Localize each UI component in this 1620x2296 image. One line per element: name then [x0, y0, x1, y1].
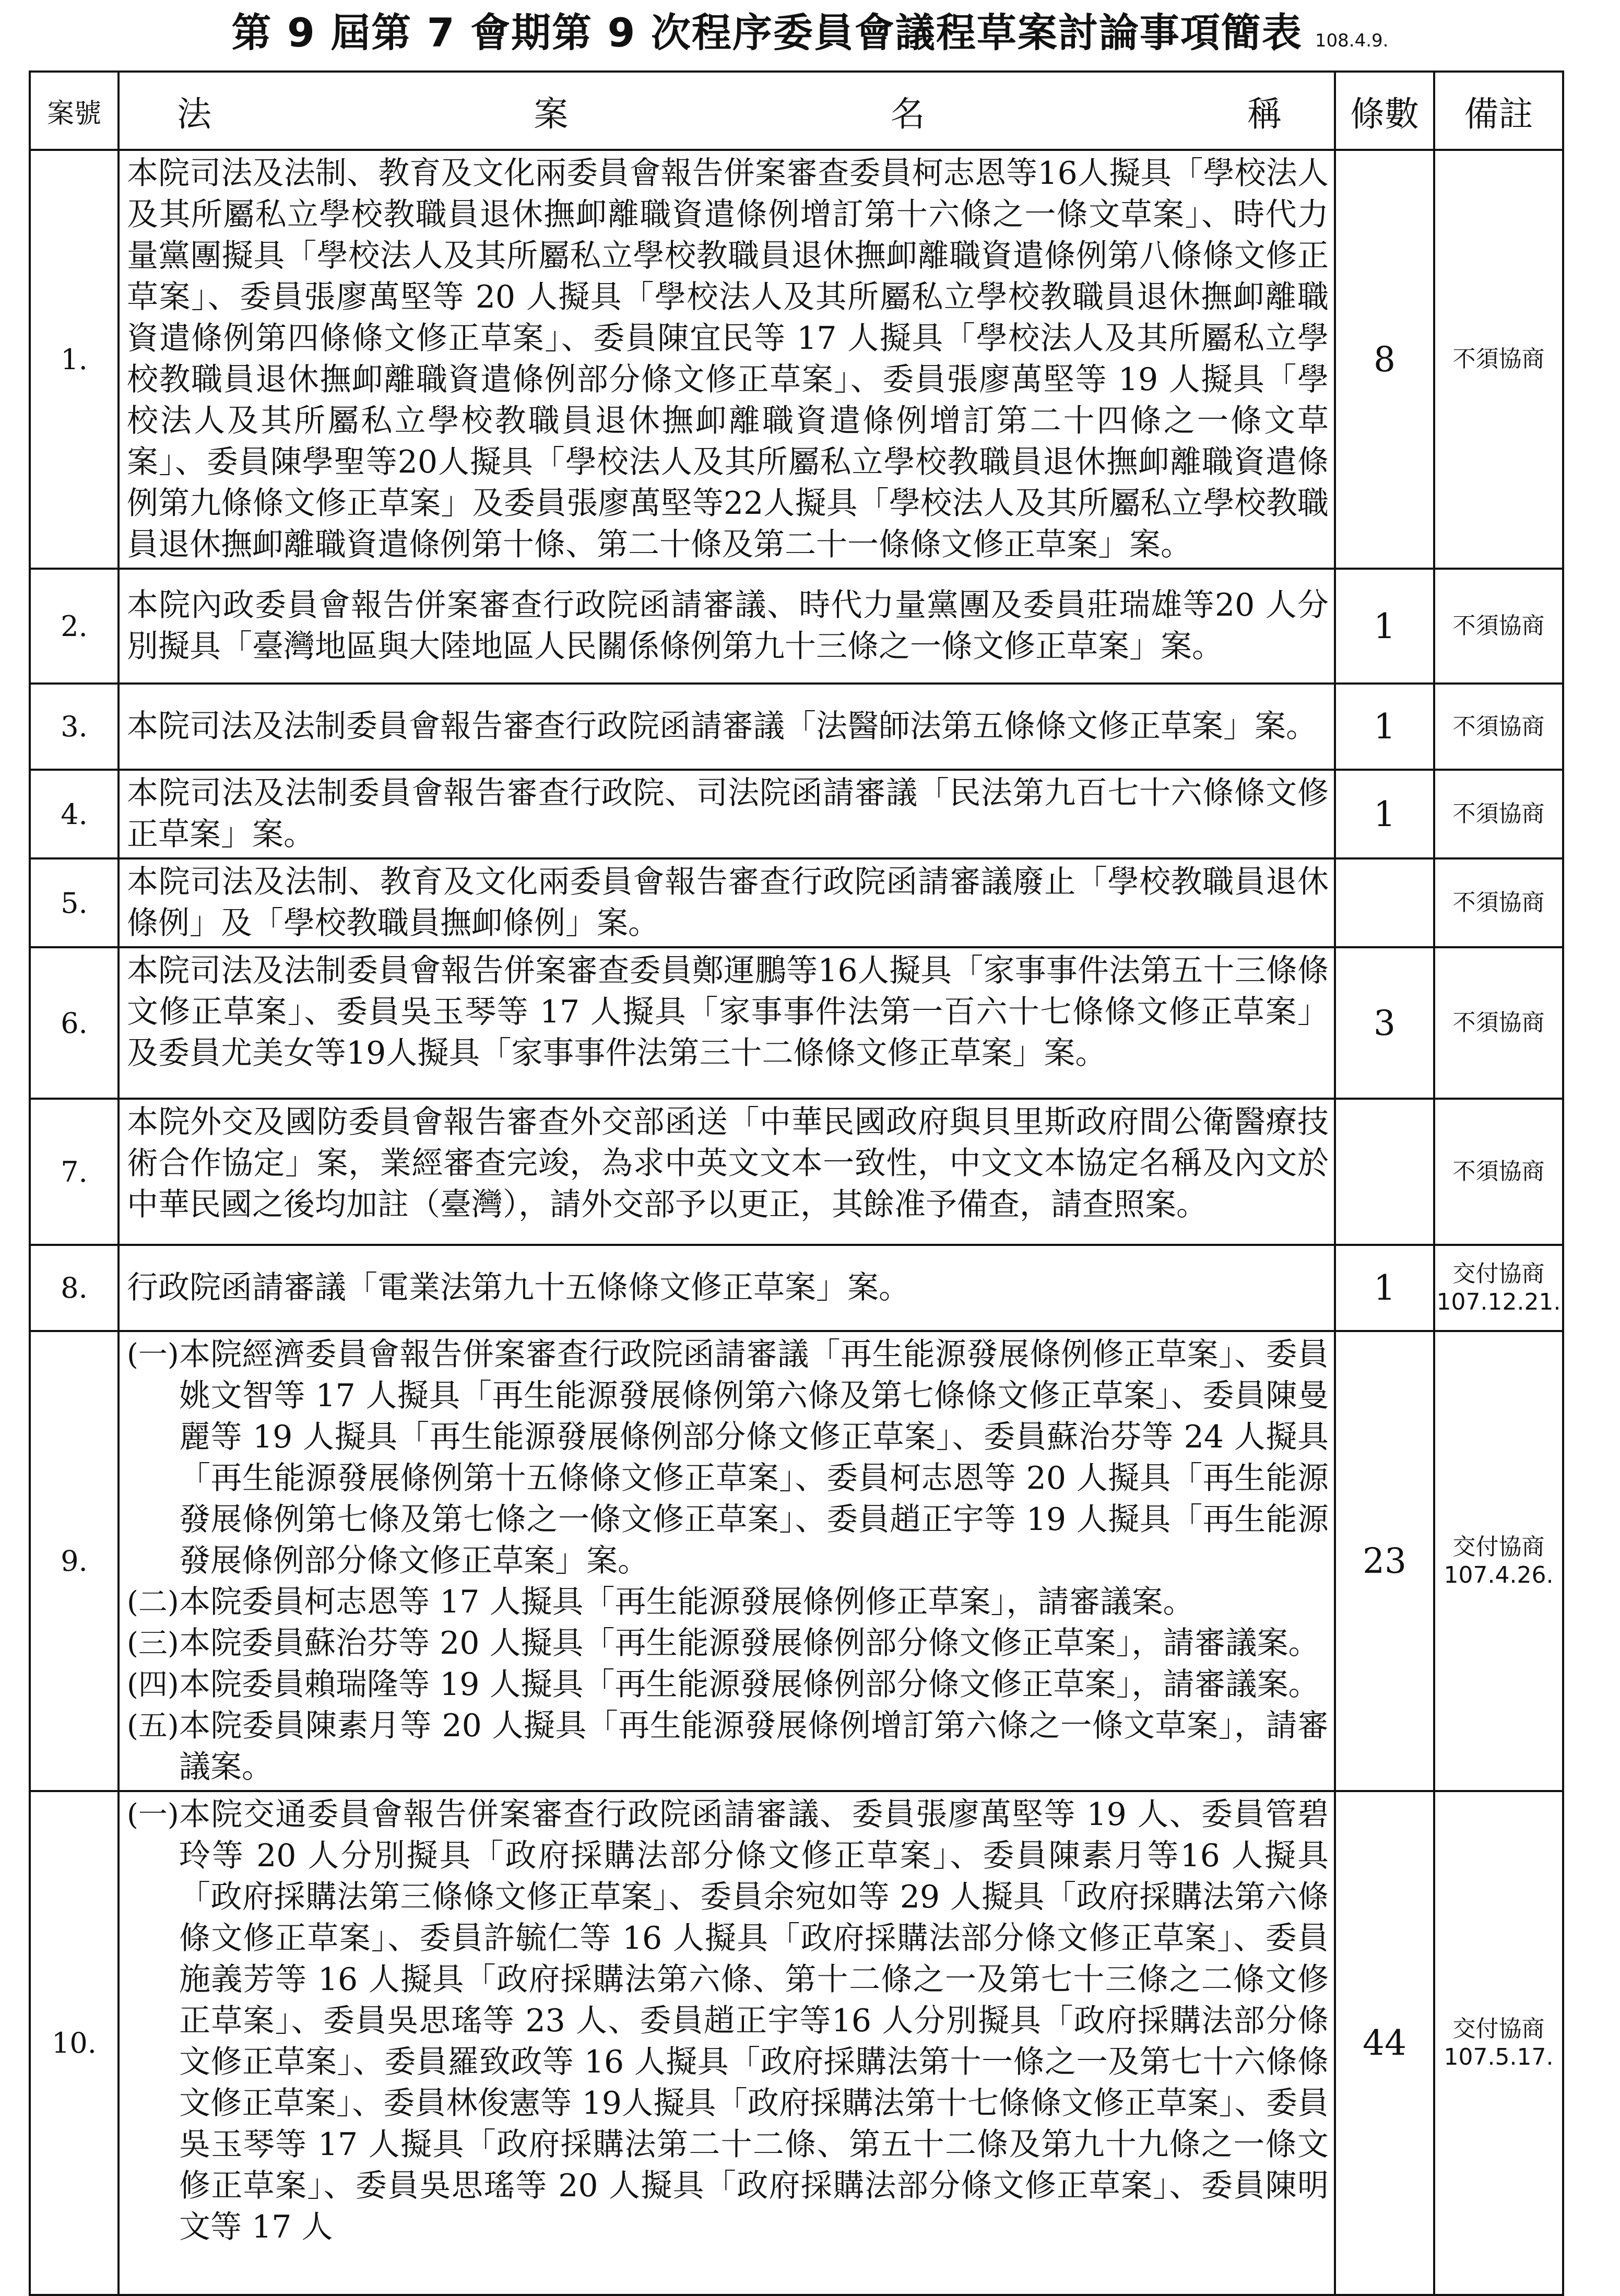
sub-item	[127, 1334, 1329, 1582]
header-bill-name-char: 法	[177, 93, 211, 134]
remarks-cell	[1434, 1331, 1563, 1791]
sub-item	[127, 1582, 1329, 1623]
negotiation-status: 不須協商	[1452, 889, 1545, 916]
negotiation-date: 107.4.26.	[1444, 1561, 1554, 1588]
sub-item-text: 本院委員賴瑞隆等 19 人擬具「再生能源發展條例部分條文修正草案」，請審議案。	[179, 1666, 1320, 1703]
table-row	[30, 150, 1563, 569]
sub-item-text: 本院委員柯志恩等 17 人擬具「再生能源發展條例修正草案」，請審議案。	[179, 1584, 1195, 1620]
remarks-cell	[1434, 947, 1563, 1099]
article-count: 1	[1335, 770, 1434, 858]
article-count: 1	[1335, 684, 1434, 770]
table-row	[30, 1099, 1563, 1245]
bill-description	[119, 1099, 1335, 1245]
remarks-cell	[1434, 858, 1563, 947]
sub-item-marker: (一)	[127, 1798, 179, 1832]
table-row	[30, 1245, 1563, 1331]
article-count: 1	[1335, 1245, 1434, 1331]
header-bill-name	[119, 72, 1335, 150]
negotiation-status: 不須協商	[1452, 800, 1545, 827]
bill-text: 行政院函請審議「電業法第九十五條條文修正草案」案。	[127, 1269, 910, 1306]
remarks-cell	[1434, 684, 1563, 770]
bill-description	[119, 150, 1335, 569]
bill-text: 本院司法及法制委員會報告審查行政院函請審議「法醫師法第五條條文修正草案」案。	[127, 708, 1317, 745]
agenda-table	[29, 70, 1564, 2296]
article-count: 3	[1335, 947, 1434, 1099]
remarks-cell	[1434, 1791, 1563, 2295]
bill-text: 本院司法及法制委員會報告審查行政院、司法院函請審議「民法第九百七十六條條文修正草案」案。	[127, 775, 1329, 853]
sub-item	[127, 1794, 1329, 2248]
case-number: 3.	[30, 684, 119, 770]
header-remarks: 備註	[1434, 72, 1563, 150]
header-bill-name-char: 名	[890, 93, 925, 134]
header-row	[30, 72, 1563, 150]
negotiation-status: 不須協商	[1452, 1158, 1545, 1185]
remarks-cell	[1434, 150, 1563, 569]
case-number: 10.	[30, 1791, 119, 2295]
bill-text: 本院外交及國防委員會報告審查外交部函送「中華民國政府與貝里斯政府間公衛醫療技術合作協定」案，業經審查完竣，為求中英文文本一致性，中文文本協定名稱及內文於中華民國之後均加註（臺灣），請外交部予以更正，其餘准予備查，請查照案。	[127, 1104, 1329, 1223]
sub-item-text: 本院經濟委員會報告併案審查行政院函請審議「再生能源發展條例修正草案」、委員姚文智等 17 人擬具「再生能源發展條例第六條及第七條條文修正草案」、委員陳曼麗等 19 人擬具「再生能源發展條例部分條文修正草案」、委員蘇治芬等 24 人擬具「再生能源發展條例第十五條條文修正草案」、委員柯志恩等 20 人擬具「再生能源發展條例第七條及第七條之一條文修正草案」、委員趙正宇等 19 人擬具「再生能源發展條例部分條文修正草案」案。	[179, 1336, 1329, 1579]
sub-item-text: 本院委員陳素月等 20 人擬具「再生能源發展條例增訂第六條之一條文草案」，請審議案。	[179, 1708, 1329, 1785]
remarks-cell	[1434, 569, 1563, 684]
article-count	[1335, 858, 1434, 947]
sub-item-text: 本院委員蘇治芬等 20 人擬具「再生能源發展條例部分條文修正草案」，請審議案。	[179, 1625, 1320, 1662]
sub-item	[127, 1664, 1329, 1705]
article-count: 1	[1335, 569, 1434, 684]
bill-description	[119, 1245, 1335, 1331]
table-row	[30, 947, 1563, 1099]
bill-text: 本院內政委員會報告併案審查行政院函請審議、時代力量黨團及委員莊瑞雄等20 人分別擬具「臺灣地區與大陸地區人民關係條例第九十三條之一條文修正草案」案。	[127, 587, 1329, 665]
header-case-no: 案號	[30, 72, 119, 150]
case-number: 4.	[30, 770, 119, 858]
case-number: 8.	[30, 1245, 119, 1331]
header-bill-name-char: 案	[534, 93, 569, 134]
sub-item-text: 本院交通委員會報告併案審查行政院函請審議、委員張廖萬堅等 19 人、委員管碧玲等 20 人分別擬具「政府採購法部分條文修正草案」、委員陳素月等16 人擬具「政府採購法第三條條文修正草案」、委員余宛如等 29 人擬具「政府採購法第六條條文修正草案」、委員許毓仁等 16 人擬具「政府採購法部分條文修正草案」、委員施義芳等 16 人擬具「政府採購法第六條、第十二條之一及第七十三條之二條文修正草案」、委員吳思瑤等 23 人、委員趙正宇等16 人分別擬具「政府採購法部分條文修正草案」、委員羅致政等 16 人擬具「政府採購法第十一條之一及第七十六條條文修正草案」、委員林俊憲等 19人擬具「政府採購法第十七條條文修正草案」、委員吳玉琴等 17 人擬具「政府採購法第二十二條、第五十二條及第九十九條之一條文修正草案」、委員吳思瑤等 20 人擬具「政府採購法部分條文修正草案」、委員陳明文等 17 人	[179, 1796, 1329, 2245]
sub-item	[127, 1705, 1329, 1788]
table-body	[30, 150, 1563, 2295]
bill-description	[119, 858, 1335, 947]
sub-item-marker: (三)	[127, 1627, 179, 1661]
article-count	[1335, 1099, 1434, 1245]
article-count: 8	[1335, 150, 1434, 569]
case-number: 5.	[30, 858, 119, 947]
case-number: 7.	[30, 1099, 119, 1245]
sub-item-marker: (二)	[127, 1585, 179, 1619]
remarks-cell	[1434, 770, 1563, 858]
bill-description	[119, 947, 1335, 1099]
negotiation-status: 交付協商	[1452, 1533, 1545, 1560]
table-row	[30, 1791, 1563, 2295]
negotiation-date: 107.12.21.	[1436, 1288, 1561, 1315]
remarks-cell	[1434, 1099, 1563, 1245]
document-title	[0, 4, 1620, 69]
bill-description	[119, 1331, 1335, 1791]
table-row	[30, 858, 1563, 947]
title-text: 第 9 屆第 7 會期第 9 次程序委員會議程草案討論事項簡表	[231, 9, 1303, 56]
bill-description	[119, 1791, 1335, 2295]
case-number: 2.	[30, 569, 119, 684]
negotiation-status: 不須協商	[1452, 713, 1545, 740]
negotiation-date: 107.5.17.	[1444, 2043, 1554, 2070]
article-count: 23	[1335, 1331, 1434, 1791]
bill-description	[119, 569, 1335, 684]
bill-text: 本院司法及法制、教育及文化兩委員會報告併案審查委員柯志恩等16人擬具「學校法人及其所屬私立學校教職員退休撫卹離職資遣條例增訂第十六條之一條文草案」、時代力量黨團擬具「學校法人及其所屬私立學校教職員退休撫卹離職資遣條例第八條條文修正草案」、委員張廖萬堅等 20 人擬具「學校法人及其所屬私立學校教職員退休撫卹離職資遣條例第四條條文修正草案」、委員陳宜民等 17 人擬具「學校法人及其所屬私立學校教職員退休撫卹離職資遣條例部分條文修正草案」、委員張廖萬堅等 19 人擬具「學校法人及其所屬私立學校教職員退休撫卹離職資遣條例增訂第二十四條之一條文草案」、委員陳學聖等20人擬具「學校法人及其所屬私立學校教職員退休撫卹離職資遣條例第九條條文修正草案」及委員張廖萬堅等22人擬具「學校法人及其所屬私立學校教職員退休撫卹離職資遣條例第十條、第二十條及第二十一條條文修正草案」案。	[127, 155, 1329, 563]
bill-description	[119, 770, 1335, 858]
table-row	[30, 684, 1563, 770]
negotiation-status: 不須協商	[1452, 346, 1545, 372]
sub-item-marker: (四)	[127, 1668, 179, 1702]
case-number: 9.	[30, 1331, 119, 1791]
header-article-count: 條數	[1335, 72, 1434, 150]
bill-description	[119, 684, 1335, 770]
bill-text: 本院司法及法制、教育及文化兩委員會報告審查行政院函請審議廢止「學校教職員退休條例」及「學校教職員撫卹條例」案。	[127, 864, 1329, 941]
table-row	[30, 1331, 1563, 1791]
negotiation-status: 不須協商	[1452, 613, 1545, 639]
remarks-cell	[1434, 1245, 1563, 1331]
sub-item-marker: (五)	[127, 1709, 179, 1743]
document-date: 108.4.9.	[1315, 30, 1389, 51]
case-number: 1.	[30, 150, 119, 569]
negotiation-status: 不須協商	[1452, 1009, 1545, 1036]
header-bill-name-char: 稱	[1247, 93, 1282, 134]
bill-text: 本院司法及法制委員會報告併案審查委員鄭運鵬等16人擬具「家事事件法第五十三條條文修正草案」、委員吳玉琴等 17 人擬具「家事事件法第一百六十七條條文修正草案」及委員尤美女等19人擬具「家事事件法第三十二條條文修正草案」案。	[127, 952, 1329, 1072]
negotiation-status: 交付協商	[1452, 2015, 1545, 2042]
negotiation-status: 交付協商	[1452, 1260, 1545, 1287]
table-row	[30, 569, 1563, 684]
sub-item-marker: (一)	[127, 1338, 179, 1372]
sub-item	[127, 1623, 1329, 1664]
case-number: 6.	[30, 947, 119, 1099]
article-count: 44	[1335, 1791, 1434, 2295]
table-row	[30, 770, 1563, 858]
